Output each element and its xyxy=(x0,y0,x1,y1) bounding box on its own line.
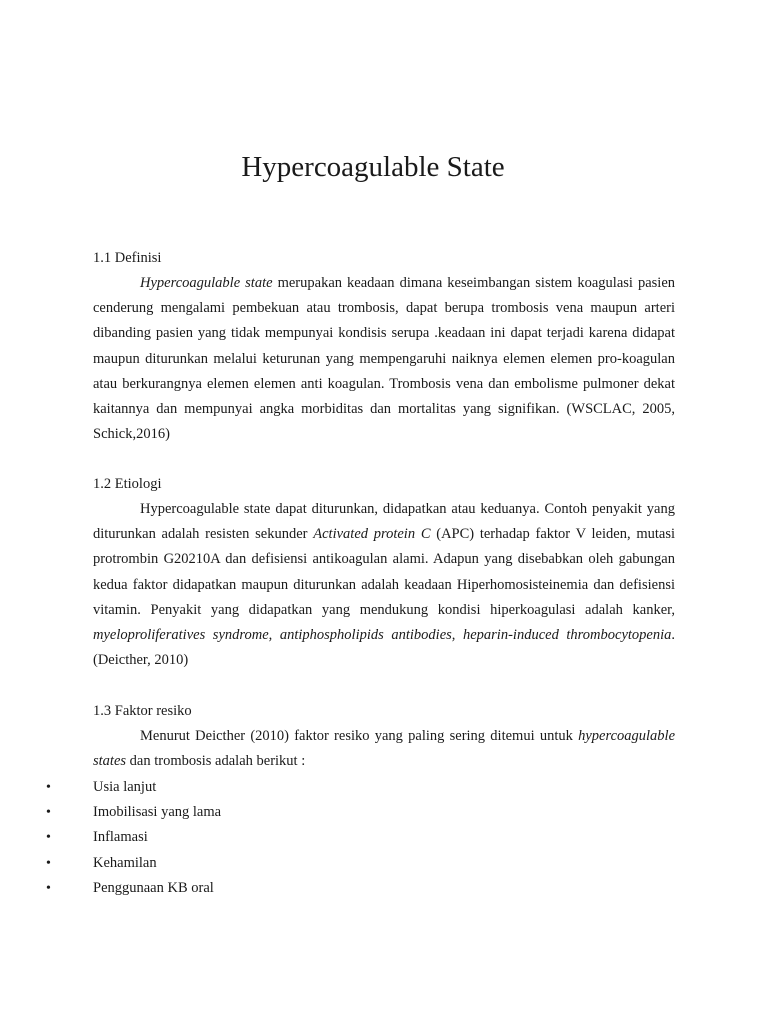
bullet-icon: • xyxy=(46,830,51,846)
bullet-icon: • xyxy=(46,805,51,821)
term-activated-protein-c: Activated protein C xyxy=(313,526,431,543)
term-acquired-conditions: myeloproliferatives syndrome, antiphospholipids antibodies, heparin-induced thrombocytopenia xyxy=(93,627,672,644)
list-item xyxy=(0,800,400,825)
paragraph-faktor-text-2: dan trombosis adalah berikut : xyxy=(126,753,306,770)
list-item xyxy=(0,851,400,876)
list-item-text: Usia lanjut xyxy=(93,779,157,795)
section-heading-definisi: 1.1 Definisi xyxy=(93,250,162,266)
paragraph-etiologi-text-2: (APC) terhadap faktor V leiden, mutasi protrombin G20210A dan defisiensi antikoagulan alami. Adapun yang disebabkan oleh gabungan kedua faktor didapatkan maupun diturunkan adalah keadaan Hiperhomosisteinemia dan defisiensi vitamin. Penyakit yang didapatkan yang mendukung kondisi hiperkoagulasi adalah kanker, xyxy=(93,526,675,618)
list-item-text: Kehamilan xyxy=(93,854,157,871)
bullet-icon: • xyxy=(46,880,51,896)
list-item xyxy=(0,876,400,901)
section-heading-faktor-resiko: 1.3 Faktor resiko xyxy=(93,703,192,719)
bullet-icon: • xyxy=(46,780,51,795)
risk-factor-list xyxy=(0,775,400,901)
list-item-text: Imobilisasi yang lama xyxy=(93,804,222,821)
paragraph-faktor-resiko xyxy=(93,724,675,774)
bullet-icon: • xyxy=(46,855,51,871)
section-heading-etiologi: 1.2 Etiologi xyxy=(93,476,162,492)
paragraph-etiologi xyxy=(93,497,675,673)
paragraph-etiologi-text-1: Hypercoagulable state dapat diturunkan, didapatkan atau keduanya. Contoh penyakit yang diturunkan adalah resisten sekunder xyxy=(93,501,675,543)
paragraph-etiologi-text-3: . (Deicther, 2010) xyxy=(93,627,675,669)
document-title: Hypercoagulable State xyxy=(241,151,505,183)
list-item-text: Inflamasi xyxy=(93,829,148,846)
list-item xyxy=(0,775,400,800)
list-item-text: Penggunaan KB oral xyxy=(93,879,214,896)
term-hypercoagulable-states: hypercoagulable states xyxy=(93,728,675,770)
paragraph-definisi-text: merupakan keadaan dimana keseimbangan sistem koagulasi pasien cenderung mengalami pembekuan atau trombosis, dapat berupa trombosis vena maupun arteri dibanding pasien yang tidak mempunyai kondisis serupa .keadaan ini dapat terjadi karena didapat maupun diturunkan melalui keturunan yang mempengaruhi naiknya elemen elemen pro-koagulan atau berkurangnya elemen elemen anti koagulan. Trombosis vena dan embolisme pulmoner dekat kaitannya dan mempunyai angka morbiditas dan mortalitas yang signifikan. (WSCLAC, 2005, Schick,2016) xyxy=(93,275,676,443)
term-hypercoagulable-state: Hypercoagulable state xyxy=(140,275,273,291)
paragraph-definisi xyxy=(93,271,675,447)
paragraph-faktor-text-1: Menurut Deicther (2010) faktor resiko yang paling sering ditemui untuk xyxy=(140,728,579,744)
list-item xyxy=(0,825,400,850)
